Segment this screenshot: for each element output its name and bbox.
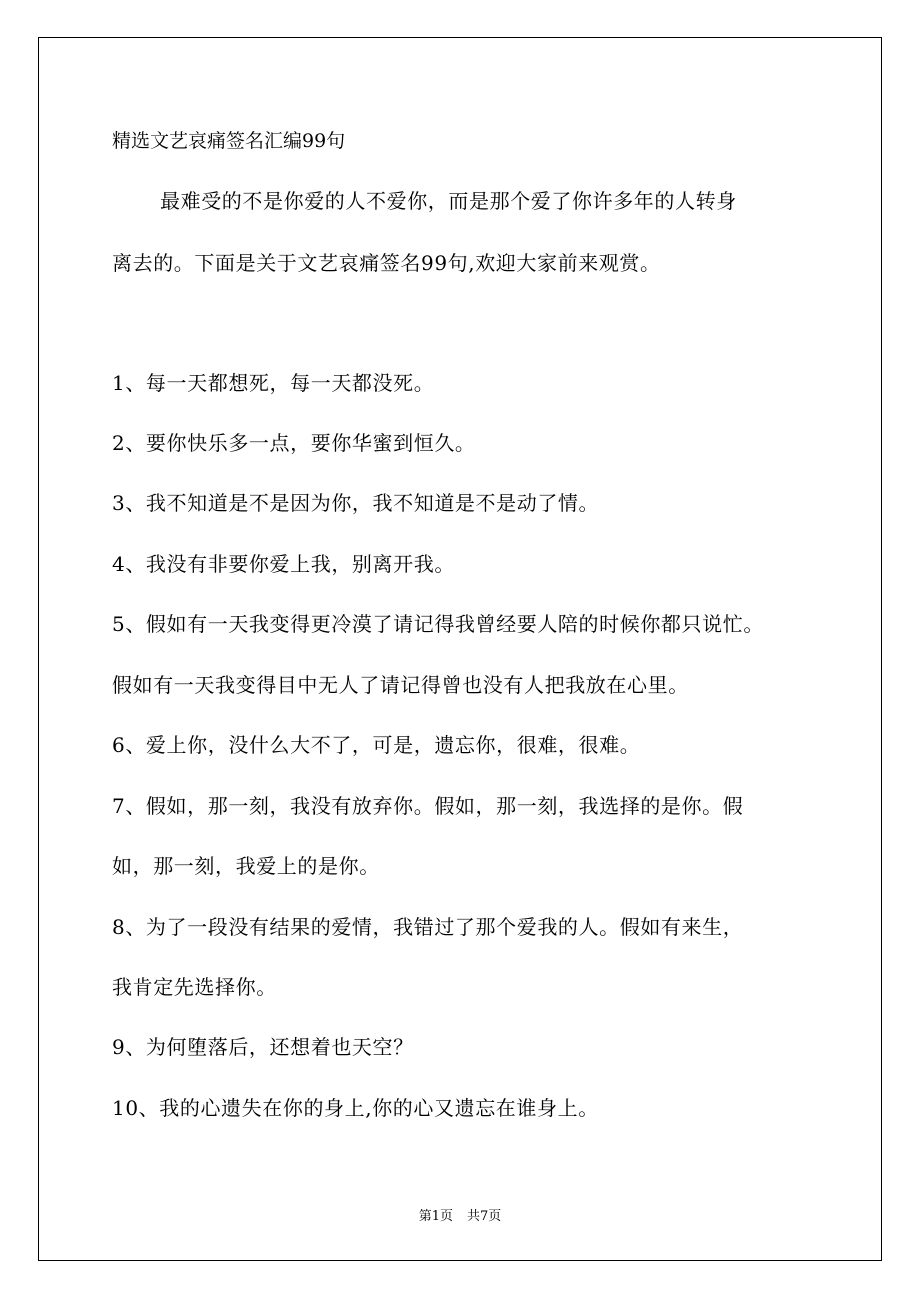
quote-line-9: 9、为何堕落后，还想着也天空？: [112, 1035, 414, 1059]
page-border: [38, 37, 882, 1261]
page-footer: [0, 1208, 920, 1226]
quote-line-10: 10、我的心遗失在你的身上,你的心又遗忘在谁身上。: [112, 1096, 599, 1120]
current-page-label: 第1页: [418, 1209, 453, 1224]
quote-line-1: 1、每一天都想死，每一天都没死。: [112, 371, 435, 395]
quote-line-6: 6、爱上你，没什么大不了，可是，遗忘你，很难，很难。: [112, 733, 641, 757]
intro-paragraph-line-2: 离去的。下面是关于文艺哀痛签名99句,欢迎大家前来观赏。: [112, 251, 661, 275]
quote-line-8: 8、为了一段没有结果的爱情，我错过了那个爱我的人。假如有来生，: [112, 915, 744, 939]
total-pages-label: 共7页: [467, 1209, 502, 1224]
quote-line-8-continued: 我肯定先选择你。: [112, 975, 277, 999]
quote-line-3: 3、我不知道是不是因为你，我不知道是不是动了情。: [112, 491, 600, 515]
intro-paragraph-line-1: 最难受的不是你爱的人不爱你，而是那个爱了你许多年的人转身: [160, 189, 737, 213]
quote-line-4: 4、我没有非要你爱上我，别离开我。: [112, 552, 455, 576]
quote-line-5-continued: 假如有一天我变得目中无人了请记得曾也没有人把我放在心里。: [112, 673, 689, 697]
quote-line-7: 7、假如，那一刻，我没有放弃你。假如，那一刻，我选择的是你。假: [112, 794, 744, 818]
quote-line-2: 2、要你快乐多一点，要你华蜜到恒久。: [112, 431, 476, 455]
quote-line-5: 5、假如有一天我变得更冷漠了请记得我曾经要人陪的时候你都只说忙。: [112, 612, 764, 636]
quote-line-7-continued: 如，那一刻，我爱上的是你。: [112, 854, 380, 878]
document-title: 精选文艺哀痛签名汇编99句: [112, 130, 346, 152]
